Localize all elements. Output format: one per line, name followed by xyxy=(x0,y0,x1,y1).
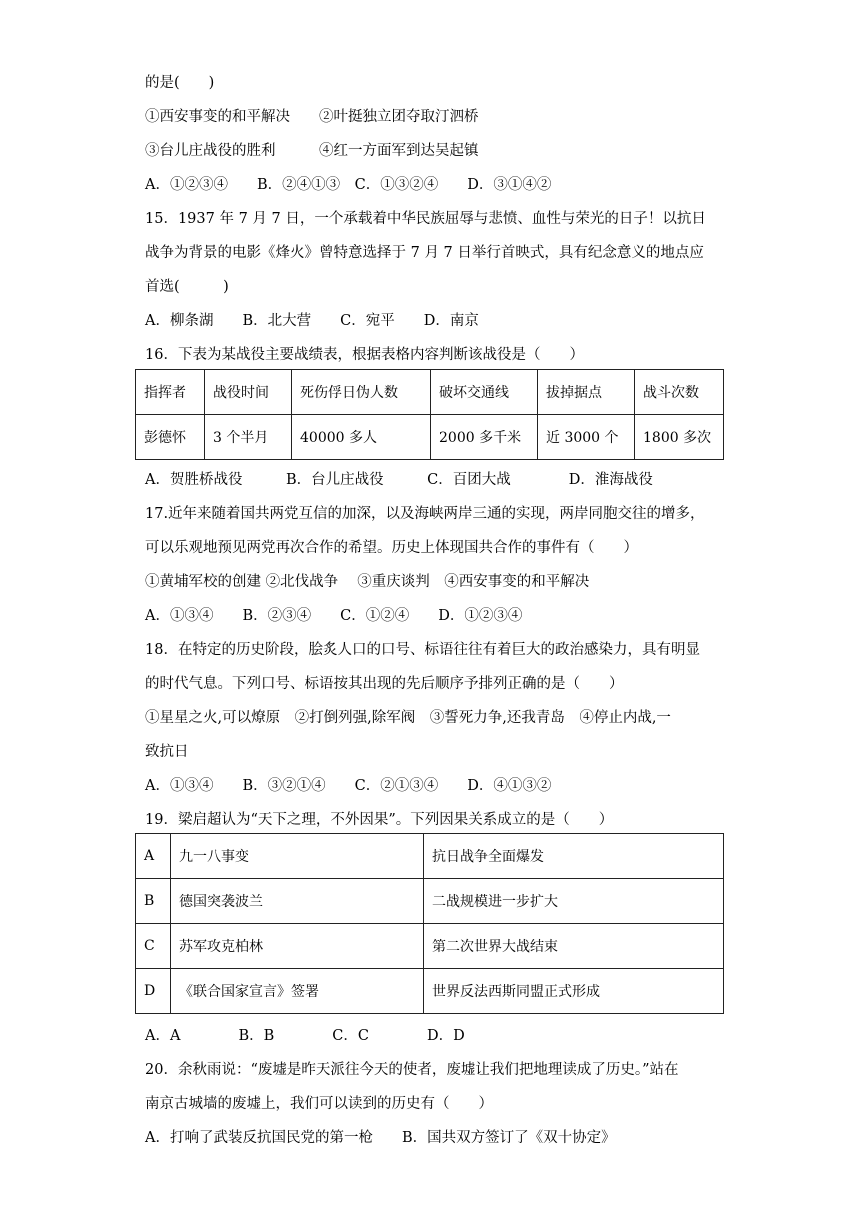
q18-choices: A．①③④ B．③②①④ C．②①③④ D．④①③② xyxy=(145,778,552,794)
table-cell: 彭德怀 xyxy=(136,415,205,460)
table-row xyxy=(136,924,724,969)
table-row xyxy=(136,969,724,1014)
effect-cell: 二战规模进一步扩大 xyxy=(424,879,724,924)
q20-choices: A．打响了武装反抗国民党的第一枪 B．国共双方签订了《双十协定》 xyxy=(145,1130,616,1146)
table-header-cell: 拔掉据点 xyxy=(538,370,635,415)
q19-choices: A．A B．B C．C D．D xyxy=(145,1028,465,1044)
table-header-cell: 破坏交通线 xyxy=(431,370,538,415)
cause-cell: 九一八事变 xyxy=(171,834,424,879)
row-letter: C xyxy=(136,924,171,969)
effect-cell: 抗日战争全面爆发 xyxy=(424,834,724,879)
row-letter: D xyxy=(136,969,171,1014)
q14-options-3-4: ③台儿庄战役的胜利 ④红一方面军到达吴起镇 xyxy=(145,143,479,159)
q16-battle-table xyxy=(135,369,724,460)
table-row xyxy=(136,415,724,460)
cause-cell: 《联合国家宣言》签署 xyxy=(171,969,424,1014)
table-header-cell: 死伤俘日伪人数 xyxy=(292,370,431,415)
cause-cell: 苏军攻克柏林 xyxy=(171,924,424,969)
row-letter: B xyxy=(136,879,171,924)
table-header-row xyxy=(136,370,724,415)
table-header-cell: 战斗次数 xyxy=(635,370,724,415)
q18-stem-line1: 18．在特定的历史阶段，脍炙人口的口号、标语往往有着巨大的政治感染力，具有明显 xyxy=(145,642,700,658)
q16-stem: 16．下表为某战役主要战绩表，根据表格内容判断该战役是（ ） xyxy=(145,347,584,363)
q19-cause-effect-table xyxy=(135,833,724,1014)
q16-choices: A．贺胜桥战役 B．台儿庄战役 C．百团大战 D．淮海战役 xyxy=(145,472,653,488)
q18-stem-line2: 的时代气息。下列口号、标语按其出现的先后顺序予排列正确的是（ ） xyxy=(145,676,624,692)
q17-options: ①黄埔军校的创建 ②北伐战争 ③重庆谈判 ④西安事变的和平解决 xyxy=(145,574,590,590)
row-letter: A xyxy=(136,834,171,879)
q19-stem: 19．梁启超认为“天下之理，不外因果”。下列因果关系成立的是（ ） xyxy=(145,812,614,828)
table-cell: 近 3000 个 xyxy=(538,415,635,460)
q17-stem-line2: 可以乐观地预见两党再次合作的希望。历史上体现国共合作的事件有（ ） xyxy=(145,540,638,556)
table-cell: 3 个半月 xyxy=(205,415,292,460)
q15-choices: A．柳条湖 B．北大营 C．宛平 D．南京 xyxy=(145,313,479,329)
table-header-cell: 指挥者 xyxy=(136,370,205,415)
q15-stem-line3: 首选( ) xyxy=(145,279,229,295)
q18-options-line1: ①星星之火,可以燎原 ②打倒列强,除军阀 ③誓死力争,还我青岛 ④停止内战,一 xyxy=(145,710,671,726)
table-cell: 1800 多次 xyxy=(635,415,724,460)
q14-options-1-2: ①西安事变的和平解决 ②叶挺独立团夺取汀泗桥 xyxy=(145,109,479,125)
effect-cell: 第二次世界大战结束 xyxy=(424,924,724,969)
q14-stem-tail: 的是( ) xyxy=(145,75,215,91)
q20-stem-line1: 20．余秋雨说：“废墟是昨天派往今天的使者，废墟让我们把地理读成了历史。”站在 xyxy=(145,1062,679,1078)
effect-cell: 世界反法西斯同盟正式形成 xyxy=(424,969,724,1014)
q20-stem-line2: 南京古城墙的废墟上，我们可以读到的历史有（ ） xyxy=(145,1096,493,1112)
table-cell: 40000 多人 xyxy=(292,415,431,460)
table-row xyxy=(136,879,724,924)
q17-choices: A．①③④ B．②③④ C．①②④ D．①②③④ xyxy=(145,608,523,624)
table-row xyxy=(136,834,724,879)
q18-options-line2: 致抗日 xyxy=(145,744,189,760)
q14-choices: A．①②③④ B．②④①③ C．①③②④ D．③①④② xyxy=(145,177,552,193)
table-cell: 2000 多千米 xyxy=(431,415,538,460)
cause-cell: 德国突袭波兰 xyxy=(171,879,424,924)
q17-stem-line1: 17.近年来随着国共两党互信的加深，以及海峡两岸三通的实现，两岸同胞交往的增多， xyxy=(145,506,705,522)
q15-stem-line2: 战争为背景的电影《烽火》曾特意选择于 7 月 7 日举行首映式，具有纪念意义的地点应 xyxy=(145,245,704,261)
q15-stem-line1: 15．1937 年 7 月 7 日，一个承载着中华民族屈辱与悲愤、血性与荣光的日子！以抗日 xyxy=(145,211,706,227)
table-header-cell: 战役时间 xyxy=(205,370,292,415)
